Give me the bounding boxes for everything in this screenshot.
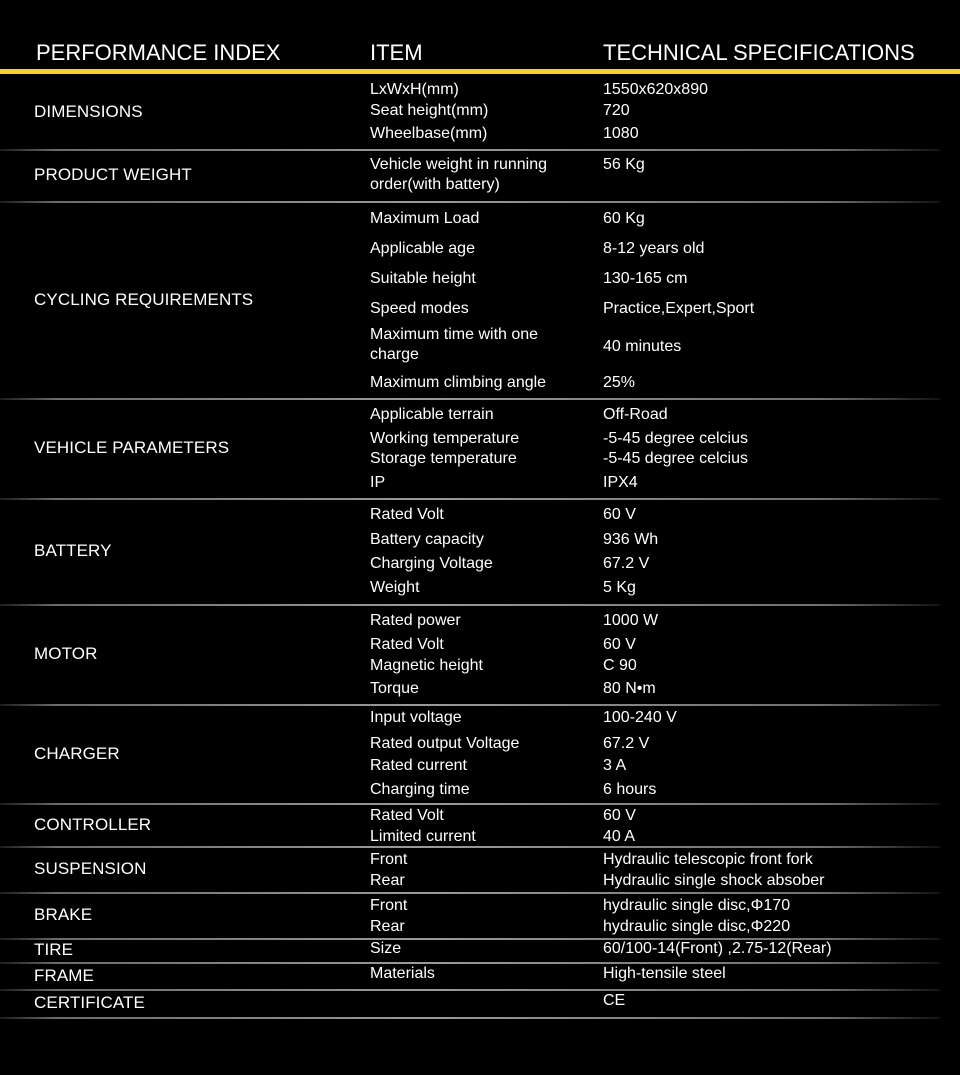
spec-value: 936 Wh xyxy=(603,531,659,548)
spec-value: 60 V xyxy=(603,807,636,824)
spec-item: Limited current xyxy=(370,828,476,845)
spec-row xyxy=(0,269,960,291)
spec-row xyxy=(0,578,960,600)
spec-row xyxy=(0,780,960,802)
spec-value: 1080 xyxy=(603,125,639,142)
spec-value: 67.2 V xyxy=(603,735,650,752)
header-technical-specifications: TECHNICAL SPECIFICATIONS xyxy=(603,40,915,65)
spec-value: 130-165 cm xyxy=(603,270,688,287)
spec-row xyxy=(0,209,960,231)
spec-row xyxy=(0,939,960,961)
spec-section xyxy=(0,74,960,149)
section-label: SUSPENSION xyxy=(34,859,147,878)
spec-item: Rated Volt xyxy=(370,506,444,523)
spec-row xyxy=(0,896,960,918)
spec-value: 1550x620x890 xyxy=(603,81,708,98)
spec-section xyxy=(0,846,960,892)
spec-section xyxy=(0,704,960,803)
spec-value: High-tensile steel xyxy=(603,965,726,982)
spec-section xyxy=(0,803,960,846)
spec-item: Rated output Voltage xyxy=(370,735,520,752)
spec-item: Front xyxy=(370,897,408,914)
spec-value: -5-45 degree celcius xyxy=(603,430,748,447)
spec-item: Rated current xyxy=(370,757,467,774)
spec-section xyxy=(0,962,960,989)
spec-value: hydraulic single disc,Φ220 xyxy=(603,918,791,935)
spec-value: -5-45 degree celcius xyxy=(603,450,748,467)
spec-item: Maximum time with one charge xyxy=(370,326,539,363)
spec-value: Hydraulic telescopic front fork xyxy=(603,851,813,868)
spec-value: C 90 xyxy=(603,657,637,674)
spec-value: 67.2 V xyxy=(603,555,650,572)
spec-value: Hydraulic single shock absober xyxy=(603,872,825,889)
spec-value: 56 Kg xyxy=(603,156,645,173)
spec-item: Rear xyxy=(370,872,405,889)
spec-value: 40 A xyxy=(603,828,636,845)
spec-row xyxy=(0,635,960,657)
spec-table xyxy=(0,74,960,1017)
spec-item: Maximum Load xyxy=(370,210,480,227)
spec-row xyxy=(0,101,960,123)
spec-row xyxy=(0,405,960,427)
section-label: DIMENSIONS xyxy=(34,101,143,121)
spec-value: 60 Kg xyxy=(603,210,645,227)
spec-row xyxy=(0,679,960,701)
section-label: TIRE xyxy=(34,940,74,959)
spec-section xyxy=(0,989,960,1017)
spec-item: Materials xyxy=(370,965,435,982)
spec-value: 5 Kg xyxy=(603,579,636,596)
spec-section xyxy=(0,498,960,604)
spec-item: Working temperature xyxy=(370,430,520,447)
section-label: CONTROLLER xyxy=(34,814,152,834)
spec-row xyxy=(0,299,960,321)
spec-item: Storage temperature xyxy=(370,450,517,467)
spec-value: 40 minutes xyxy=(603,338,682,355)
spec-row xyxy=(0,871,960,893)
spec-item: Front xyxy=(370,851,408,868)
spec-row xyxy=(0,756,960,778)
spec-row xyxy=(0,325,960,363)
spec-value: 3 A xyxy=(603,757,627,774)
spec-value: 100-240 V xyxy=(603,709,677,726)
header-performance-index: PERFORMANCE INDEX xyxy=(36,40,281,65)
spec-row xyxy=(0,806,960,828)
spec-row xyxy=(0,611,960,633)
spec-item: Battery capacity xyxy=(370,531,484,548)
spec-value: Off-Road xyxy=(603,406,668,423)
spec-row xyxy=(0,473,960,495)
spec-row xyxy=(0,239,960,261)
spec-value: IPX4 xyxy=(603,474,638,491)
section-label: MOTOR xyxy=(34,644,98,663)
spec-section xyxy=(0,398,960,498)
spec-value: 1000 W xyxy=(603,612,659,629)
spec-row xyxy=(0,373,960,395)
spec-item: Speed modes xyxy=(370,300,469,317)
spec-item: Magnetic height xyxy=(370,657,483,674)
spec-section xyxy=(0,938,960,962)
spec-value: 720 xyxy=(603,102,630,119)
spec-item: Input voltage xyxy=(370,709,462,726)
spec-value: 60 V xyxy=(603,636,636,653)
spec-item: Applicable terrain xyxy=(370,406,494,423)
spec-section xyxy=(0,892,960,938)
section-label: VEHICLE PARAMETERS xyxy=(34,438,230,457)
spec-item: Charging Voltage xyxy=(370,555,493,572)
section-label: BRAKE xyxy=(34,905,93,924)
spec-row xyxy=(0,656,960,678)
spec-section xyxy=(0,149,960,201)
spec-row xyxy=(0,964,960,986)
spec-value: 8-12 years old xyxy=(603,240,705,257)
table-header xyxy=(0,0,960,70)
spec-item: Suitable height xyxy=(370,270,476,287)
section-label: PRODUCT WEIGHT xyxy=(34,165,192,184)
spec-item: IP xyxy=(370,474,386,491)
spec-value: 80 N•m xyxy=(603,680,656,697)
spec-value: 60/100-14(Front) ,2.75-12(Rear) xyxy=(603,940,832,957)
spec-value: 60 V xyxy=(603,506,636,523)
spec-row xyxy=(0,80,960,102)
spec-item: Maximum climbing angle xyxy=(370,374,547,391)
spec-item: Rated Volt xyxy=(370,636,444,653)
spec-value: Practice,Expert,Sport xyxy=(603,300,755,317)
spec-row xyxy=(0,505,960,527)
spec-item: LxWxH(mm) xyxy=(370,81,459,98)
spec-section xyxy=(0,604,960,704)
spec-row xyxy=(0,734,960,756)
spec-item: Size xyxy=(370,940,402,957)
spec-item: Charging time xyxy=(370,781,470,798)
spec-row xyxy=(0,991,960,1013)
spec-item: Torque xyxy=(370,680,419,697)
spec-section xyxy=(0,201,960,398)
section-label: FRAME xyxy=(34,965,94,985)
spec-row xyxy=(0,530,960,552)
spec-item: Seat height(mm) xyxy=(370,102,489,119)
spec-row xyxy=(0,155,960,193)
section-label: CYCLING REQUIREMENTS xyxy=(34,289,254,309)
spec-row xyxy=(0,917,960,939)
spec-item: Rear xyxy=(370,918,405,935)
spec-row xyxy=(0,708,960,730)
spec-item: Applicable age xyxy=(370,240,475,257)
spec-row xyxy=(0,429,960,451)
spec-value: 6 hours xyxy=(603,781,657,798)
spec-item: Weight xyxy=(370,579,420,596)
spec-item: Vehicle weight in running order(with battery) xyxy=(370,156,548,193)
spec-item: Rated power xyxy=(370,612,461,629)
section-label: BATTERY xyxy=(34,541,112,560)
section-label: CHARGER xyxy=(34,743,120,763)
spec-value: 25% xyxy=(603,374,636,391)
table-bottom-divider xyxy=(0,1017,940,1019)
spec-item: Wheelbase(mm) xyxy=(370,125,488,142)
spec-row xyxy=(0,850,960,872)
spec-value: CE xyxy=(603,992,626,1009)
spec-row xyxy=(0,449,960,471)
section-label: CERTIFICATE xyxy=(34,993,145,1012)
spec-row xyxy=(0,554,960,576)
header-item: ITEM xyxy=(370,40,423,65)
spec-item: Rated Volt xyxy=(370,807,444,824)
spec-row xyxy=(0,124,960,146)
spec-value: hydraulic single disc,Φ170 xyxy=(603,897,791,914)
